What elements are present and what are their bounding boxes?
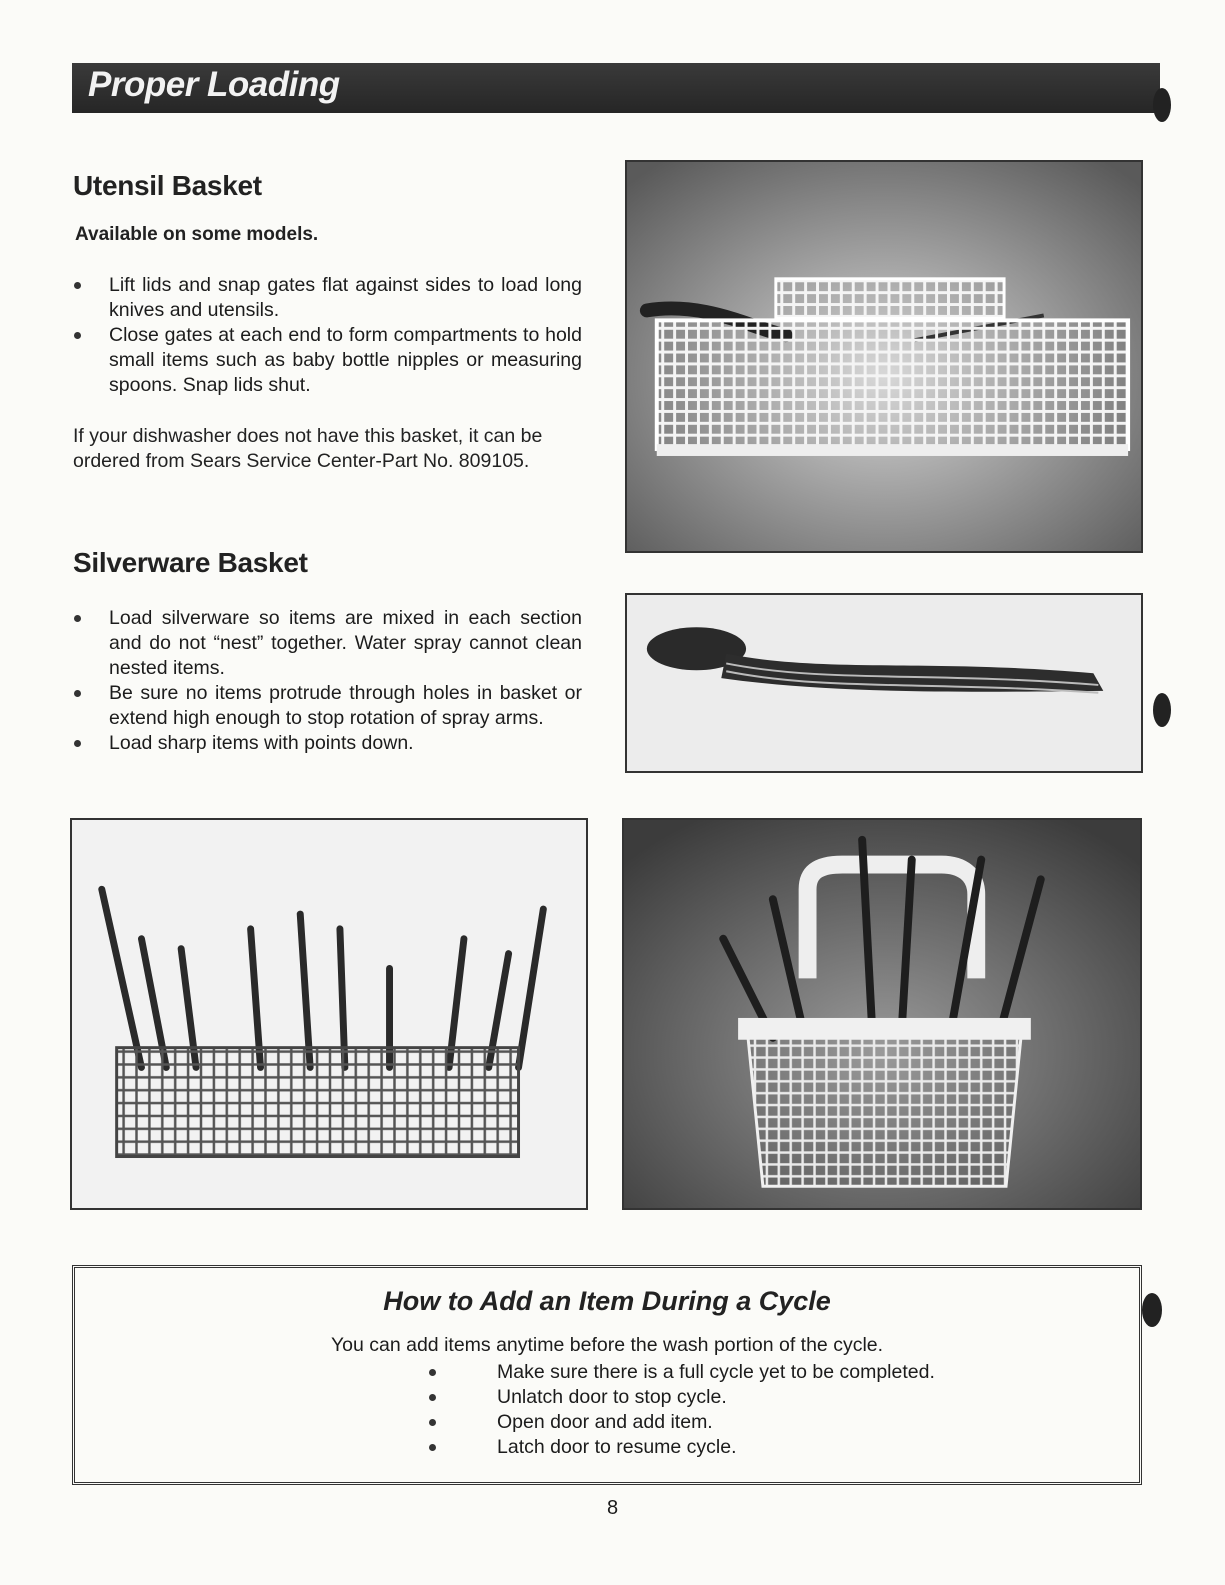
add-item-heading: How to Add an Item During a Cycle: [383, 1286, 831, 1316]
list-item: Open door and add item.: [425, 1410, 935, 1435]
utensil-basket-photo: [625, 160, 1143, 553]
list-item: Make sure there is a full cycle yet to be completed.: [425, 1360, 935, 1385]
utensil-basket-availability: Available on some models.: [75, 224, 319, 245]
silverware-basket-photo: [70, 818, 588, 1210]
list-item: Unlatch door to stop cycle.: [425, 1385, 935, 1410]
list-item: Latch door to resume cycle.: [425, 1435, 935, 1460]
page-tab-marker-icon: [1150, 690, 1174, 730]
utensil-basket-order-note: If your dishwasher does not have this basket, it can be ordered from Sears Service Center-Part No. 809105.: [73, 425, 543, 472]
page-number: 8: [606, 1497, 619, 1519]
list-item: Lift lids and snap gates flat against sides to load long knives and utensils.: [72, 273, 582, 323]
list-item: Be sure no items protrude through holes in basket or extend high enough to stop rotation of spray arms.: [72, 681, 582, 731]
list-item: Close gates at each end to form compartments to hold small items such as baby bottle nipples or measuring spoons. Snap lids shut.: [72, 323, 582, 398]
utensil-basket-list: [72, 273, 582, 398]
add-item-steps: [425, 1360, 935, 1460]
silverware-basket-handle-photo: [622, 818, 1142, 1210]
add-item-intro: You can add items anytime before the wash portion of the cycle.: [330, 1334, 884, 1356]
add-item-during-cycle-box: [72, 1265, 1142, 1485]
header-bar: [72, 63, 1160, 113]
page-title: Proper Loading: [88, 65, 340, 104]
silverware-basket-heading: Silverware Basket: [73, 547, 308, 578]
silverware-basket-list: [72, 606, 582, 756]
page-tab-marker-icon: [1150, 85, 1174, 125]
page-tab-marker-icon: [1140, 1290, 1164, 1330]
list-item: Load sharp items with points down.: [72, 731, 582, 756]
nested-silverware-photo: [625, 593, 1143, 773]
utensil-basket-heading: Utensil Basket: [73, 170, 262, 201]
list-item: Load silverware so items are mixed in each section and do not “nest” together. Water spray cannot clean nested items.: [72, 606, 582, 681]
